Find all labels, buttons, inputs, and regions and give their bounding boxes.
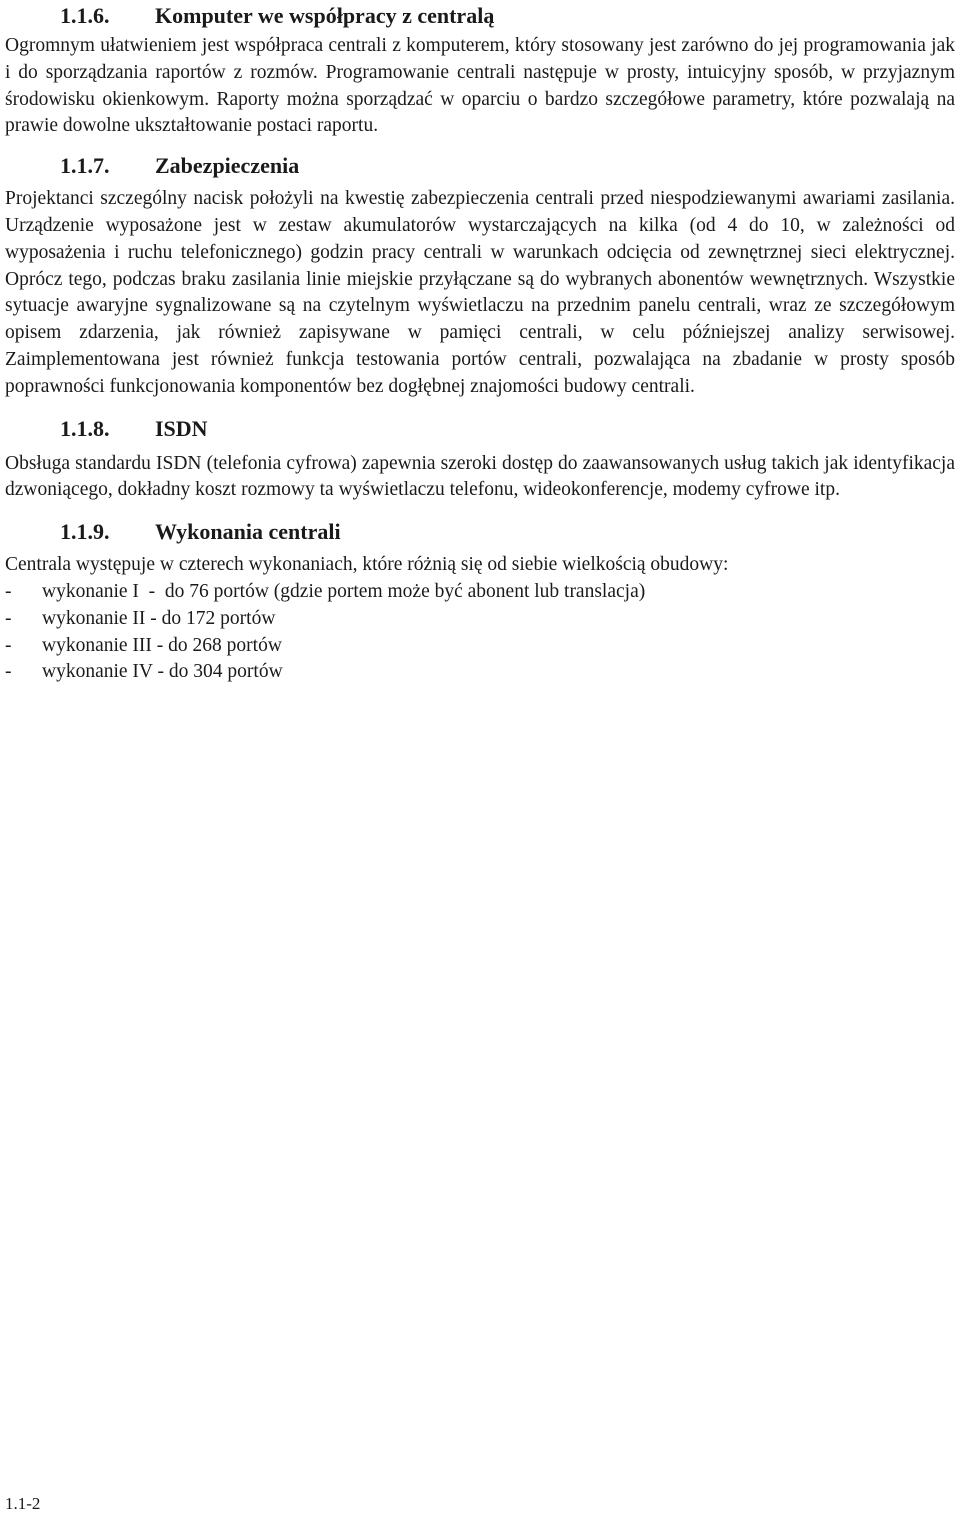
section-body-1-1-8: Obsługa standardu ISDN (telefonia cyfrowa) zapewnia szeroki dostęp do zaawansowanych usług takich jak identyfikacja dzwoniącego, dokładny koszt rozmowy ta wyświetlaczu telefonu, wideokonferencje, modemy cyfrowe itp. [5,452,955,501]
list-bullet: - [5,661,12,683]
list-item-text: wykonanie I - do 76 portów (gdzie portem może być abonent lub translacja) [42,580,646,602]
section-intro-1-1-9: Centrala występuje w czterech wykonaniach, które różnią się od siebie wielkością obudowy: [5,554,729,576]
section-number: 1.1.6. [60,3,110,28]
list-item-text: wykonanie II - do 172 portów [42,607,276,629]
page-number: 1.1-2 [5,1494,41,1513]
variants-list [5,579,955,686]
section-heading-1-1-9 [5,518,955,546]
list-item-text: wykonanie III - do 268 portów [42,634,282,656]
section-title: ISDN [155,415,208,441]
section-number: 1.1.7. [60,153,110,179]
list-item [5,579,955,606]
section-body-1-1-6: Ogromnym ułatwieniem jest współpraca centrali z komputerem, który stosowany jest zarówno do jej programowania jak i do sporządzania raportów z rozmów. Programowanie centrali następuje w prosty, intuicyjny sposób, w przyjaznym środowisku okienkowym. Raporty można sporządzać w oparciu o bardzo szczegółowe parametry, które pozwalają na prawie dowolne ukształtowanie postaci raportu. [5,35,955,137]
list-bullet: - [5,607,12,629]
section-title: Wykonania centrali [155,519,341,545]
section-title: Zabezpieczenia [155,153,300,179]
document-page [5,0,955,686]
section-heading-1-1-6 [5,2,955,30]
list-bullet: - [5,580,12,602]
section-number: 1.1.8. [60,415,110,441]
section-heading-1-1-7 [5,152,955,180]
list-bullet: - [5,634,12,656]
section-body-1-1-7: Projektanci szczególny nacisk położyli na kwestię zabezpieczenia centrali przed niespodziewanymi awariami zasilania. Urządzenie wyposażone jest w zestaw akumulatorów wystarczających na kilka (od 4 do 10, w zależności od wyposażenia i ruchu telefonicznego) godzin pracy centrali w warunkach odcięcia od zewnętrznej sieci elektrycznej. Oprócz tego, podczas braku zasilania linie miejskie przyłączane są do wybranych abonentów wewnętrznych. Wszystkie sytuacje awaryjne sygnalizowane są na czytelnym wyświetlaczu na przednim panelu centrali, wraz ze szczegółowym opisem zdarzenia, jak również zapisywane w pamięci centrali, w celu późniejszej analizy serwisowej. Zaimplementowana jest również funkcja testowania portów centrali, pozwalająca na zbadanie w prosty sposób poprawności funkcjonowania komponentów bez dogłębnej znajomości budowy centrali. [5,188,955,397]
section-number: 1.1.9. [60,519,110,545]
section-heading-1-1-8 [5,415,955,443]
list-item [5,606,955,633]
list-item [5,659,955,686]
list-item-text: wykonanie IV - do 304 portów [42,661,283,683]
list-item [5,633,955,660]
section-title: Komputer we współpracy z centralą [155,3,495,28]
